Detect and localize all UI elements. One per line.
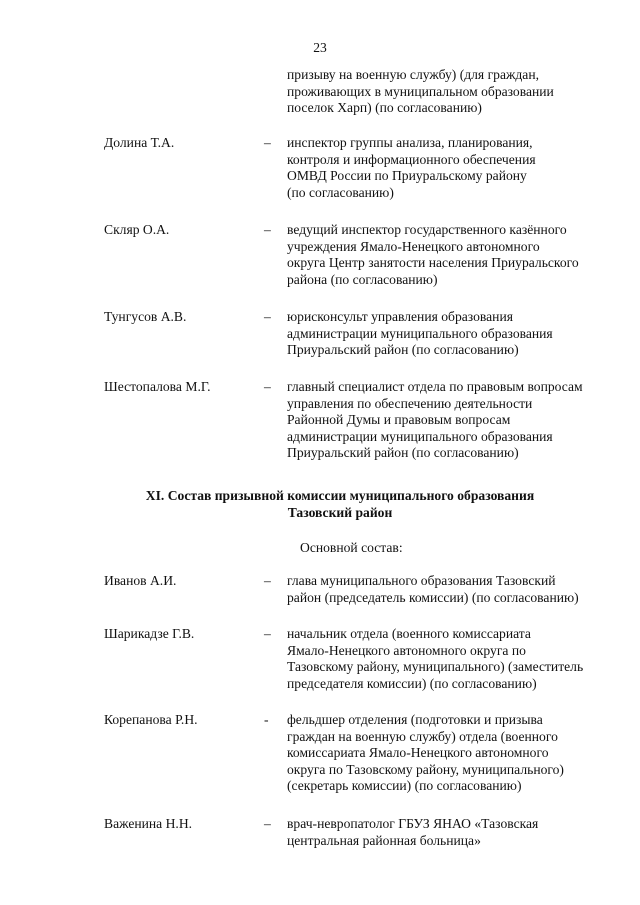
dash-separator: –	[264, 626, 271, 641]
text-line: администрации муниципального образования	[287, 325, 553, 341]
member-name: Тунгусов А.В.	[104, 309, 187, 324]
text-line: контроля и информационного обеспечения	[287, 151, 536, 167]
member-role	[287, 816, 619, 849]
text-line: района (по согласованию)	[287, 271, 438, 287]
member-role	[287, 222, 619, 288]
text-line: (по согласованию)	[287, 184, 394, 200]
member-name: Корепанова Р.Н.	[104, 712, 198, 727]
member-name: Шарикадзе Г.В.	[104, 626, 195, 641]
member-name: Долина Т.А.	[104, 135, 175, 150]
text-line: главный специалист отдела по правовым вопросам	[287, 379, 583, 394]
text-line: граждан на военную службу) отдела (военного	[287, 728, 558, 744]
text-line: поселок Харп) (по согласованию)	[287, 100, 482, 116]
text-line: Районной Думы и правовым вопросам	[287, 412, 511, 428]
dash-separator: –	[264, 379, 271, 394]
subheading: Основной состав:	[300, 540, 403, 555]
text-line: (секретарь комиссии) (по согласованию)	[287, 778, 522, 794]
text-line: Приуральский район (по согласованию)	[287, 445, 519, 461]
text-line: инспектор группы анализа, планирования,	[287, 135, 533, 150]
dash-separator: –	[264, 135, 271, 150]
text-line: глава муниципального образования Тазовский	[287, 573, 556, 588]
member-role	[287, 379, 619, 462]
continuation-text	[287, 67, 554, 117]
text-line: Приуральский район (по согласованию)	[287, 342, 519, 358]
section-heading	[0, 488, 640, 521]
text-line: Тазовскому району, муниципального) (заместитель	[287, 659, 584, 675]
page-number: 23	[313, 40, 327, 55]
member-name: Скляр О.А.	[104, 222, 170, 237]
text-line: комиссариата Ямало-Ненецкого автономного	[287, 745, 549, 761]
text-line: начальник отдела (военного комиссариата	[287, 626, 531, 641]
text-line: администрации муниципального образования	[287, 428, 553, 444]
text-line: центральная районная больница»	[287, 832, 481, 848]
text-line: проживающих в муниципальном образовании	[287, 83, 554, 99]
member-role	[287, 573, 619, 606]
section-title-line: XI. Состав призывной комиссии муниципального образования	[145, 488, 535, 503]
text-line: врач-невропатолог ГБУЗ ЯНАО «Тазовская	[287, 816, 539, 831]
member-role	[287, 135, 619, 201]
text-line: округа по Тазовскому району, муниципального)	[287, 761, 564, 777]
text-line: председателя комиссии) (по согласованию)	[287, 675, 537, 691]
member-name: Шестопалова М.Г.	[104, 379, 211, 394]
text-line: район (председатель комиссии) (по согласованию)	[287, 589, 579, 605]
dash-separator: –	[264, 573, 271, 588]
text-line: призыву на военную службу) (для граждан,	[287, 67, 539, 82]
dash-separator: –	[264, 222, 271, 237]
dash-separator: -	[264, 712, 269, 727]
text-line: юрисконсульт управления образования	[287, 309, 513, 324]
text-line: Ямало-Ненецкого автономного округа по	[287, 642, 526, 658]
member-role	[287, 712, 619, 795]
member-name: Иванов А.И.	[104, 573, 177, 588]
member-role	[287, 626, 619, 692]
member-name: Важенина Н.Н.	[104, 816, 193, 831]
text-line: округа Центр занятости населения Приуральского	[287, 255, 579, 271]
section-title-line: Тазовский район	[287, 504, 393, 520]
text-line: ведущий инспектор государственного казённого	[287, 222, 567, 237]
text-line: управления по обеспечению деятельности	[287, 395, 533, 411]
dash-separator: –	[264, 309, 271, 324]
dash-separator: –	[264, 816, 271, 831]
member-role	[287, 309, 619, 359]
text-line: ОМВД России по Приуральскому району	[287, 168, 527, 184]
text-line: учреждения Ямало-Ненецкого автономного	[287, 238, 540, 254]
text-line: фельдшер отделения (подготовки и призыва	[287, 712, 543, 727]
